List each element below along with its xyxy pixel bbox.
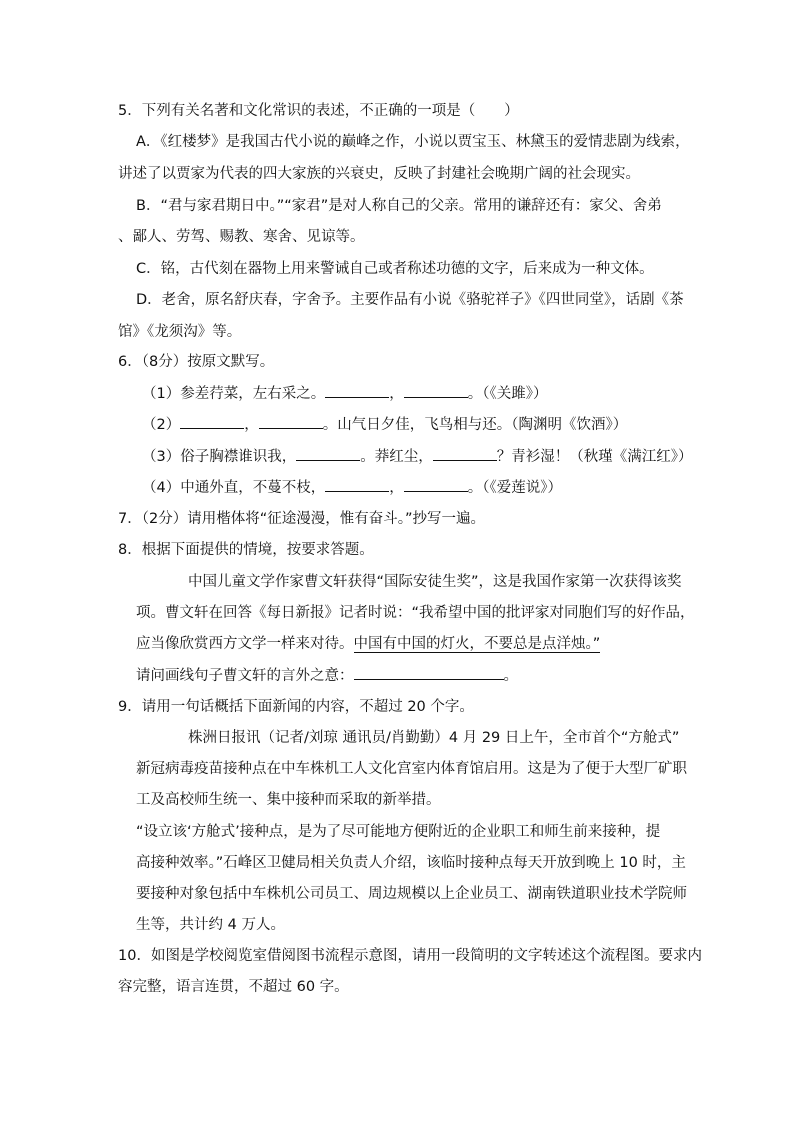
q8-question <box>136 665 518 686</box>
q8-underlined-sentence: 中国有中国的灯火，不要总是点洋烛。” <box>353 636 601 652</box>
q5-option-a-line1: A．《红楼梦》是我国古代小说的巅峰之作，小说以贾宝玉、林黛玉的爱情悲剧为线索， <box>136 134 690 150</box>
q5-stem: 5．下列有关名著和文化常识的表述，不正确的一项是（ ） <box>118 103 519 119</box>
q9-news-line1: 株洲日报讯（记者/刘琼 通讯员/肖勤勤）4 月 29 日上午，全市首个“方舱式” <box>188 730 680 746</box>
q5-option-d-line1: D．老舍，原名舒庆春，字舍予。主要作品有小说《骆驼祥子》《四世同堂》，话剧《茶 <box>136 292 684 308</box>
q5-option-a-line2: 讲述了以贾家为代表的四大家族的兴衰史，反映了封建社会晚期广阔的社会现实。 <box>118 166 640 182</box>
q6-item-3-sep: 。莽红尘， <box>360 449 433 465</box>
q6-item-1-sep: ， <box>389 386 404 402</box>
q8-passage-line3-text: 应当像欣赏西方文学一样来对待。 <box>136 636 354 652</box>
q6-item-1-source: 。（《关雎》） <box>467 386 548 402</box>
answer-blank[interactable] <box>259 414 323 429</box>
q9-news-line3: 工及高校师生统一、集中接种而采取的新举措。 <box>136 792 441 808</box>
q6-item-2 <box>142 414 627 435</box>
answer-blank[interactable] <box>404 383 468 398</box>
q5-option-c-line1: C．铭，古代刻在器物上用来警诫自己或者称述功德的文字，后来成为一种文体。 <box>136 261 654 277</box>
q8-stem: 8．根据下面提供的情境，按要求答题。 <box>118 542 374 558</box>
q6-stem: 6．（8分）按原文默写。 <box>118 354 275 370</box>
answer-blank[interactable] <box>296 446 360 461</box>
answer-blank[interactable] <box>325 383 389 398</box>
q9-news-line6: 要接种对象包括中车株机公司员工、周边规模以上企业员工、湖南铁道职业技术学院师 <box>136 886 687 902</box>
q6-item-3 <box>142 446 692 467</box>
q10-stem-line2: 容完整，语言连贯，不超过 60 字。 <box>118 979 349 995</box>
q6-item-3-text: （3）俗子胸襟谁识我， <box>142 449 297 465</box>
q9-news-line4: “设立该‘方舱式’接种点，是为了尽可能地方便附近的企业职工和师生前来接种，提 <box>136 824 661 840</box>
q6-item-4-sep: ， <box>389 480 404 496</box>
q6-item-2-source: 。山气日夕佳，飞鸟相与还。（陶渊明《饮酒》） <box>322 417 628 433</box>
answer-blank[interactable] <box>354 665 504 680</box>
answer-blank[interactable] <box>433 446 497 461</box>
q9-news-line5: 高接种效率。”石峰区卫健局相关负责人介绍，该临时接种点每天开放到晚上 10 时，主 <box>136 855 686 871</box>
q8-passage-line1: 中国儿童文学作家曹文轩获得“国际安徒生奖”，这是我国作家第一次获得该奖 <box>188 574 682 590</box>
q10-stem-line1: 10．如图是学校阅览室借阅图书流程示意图，请用一段简明的文字转述这个流程图。要求内 <box>118 948 702 964</box>
answer-blank[interactable] <box>404 477 468 492</box>
q6-item-2-sep: ， <box>244 417 259 433</box>
q6-item-1-text: （1）参差荇菜，左右采之。 <box>142 386 326 402</box>
q9-stem: 9．请用一句话概括下面新闻的内容，不超过 20 个字。 <box>118 699 474 715</box>
q8-question-end: 。 <box>503 668 518 684</box>
q8-question-text: 请问画线句子曹文轩的言外之意： <box>136 668 354 684</box>
q9-news-line7: 生等，共计约 4 万人。 <box>136 917 285 933</box>
q6-item-4-source: 。（《爱莲说》） <box>467 480 562 496</box>
q6-item-3-source: ？青衫湿！（秋瑾《满江红》） <box>496 449 693 465</box>
q6-item-2-text: （2） <box>142 417 181 433</box>
q8-passage-line3 <box>136 634 600 654</box>
q5-option-b-line1: B．“君与家君期日中。”“家君”是对人称自己的父亲。常用的谦辞还有：家父、舍弟 <box>136 198 662 214</box>
q5-option-d-line2: 馆》《龙须沟》等。 <box>118 324 242 340</box>
q6-item-4 <box>142 477 562 498</box>
q6-item-1 <box>142 383 547 404</box>
q6-item-4-text: （4）中通外直，不蔓不枝， <box>142 480 326 496</box>
answer-blank[interactable] <box>180 414 244 429</box>
answer-blank[interactable] <box>325 477 389 492</box>
q5-option-b-line2: 、鄙人、劳驾、赐教、寒舍、见谅等。 <box>118 229 365 245</box>
q8-passage-line2: 项。曹文轩在回答《每日新报》记者时说：“我希望中国的批评家对同胞们写的好作品， <box>136 605 695 621</box>
q9-news-line2: 新冠病毒疫苗接种点在中车株机工人文化宫室内体育馆启用。这是为了便于大型厂矿职 <box>136 761 687 777</box>
q7-stem: 7．（2分）请用楷体将“征途漫漫，惟有奋斗。”抄写一遍。 <box>118 511 485 527</box>
